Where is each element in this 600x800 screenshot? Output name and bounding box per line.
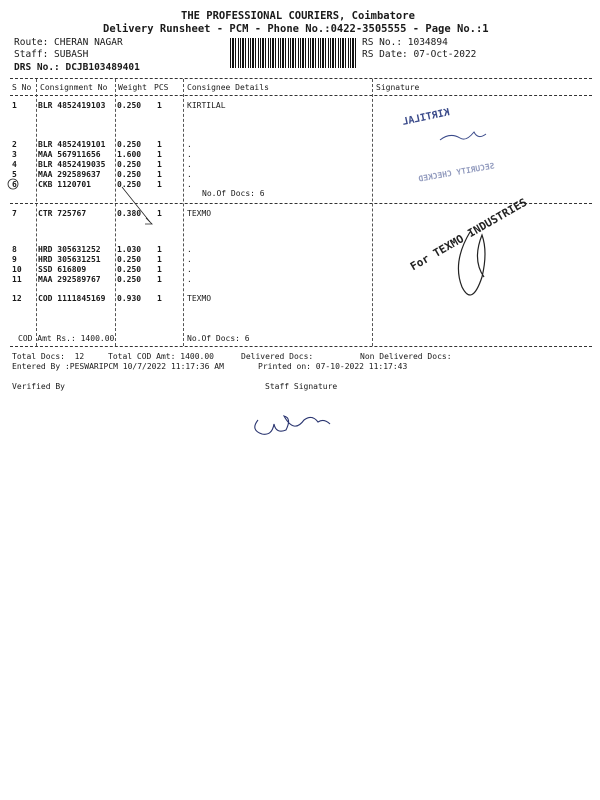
row-sno: 9 [12, 255, 17, 264]
row-consignment: HRD 305631251 [38, 255, 101, 264]
col-weight: Weight [118, 83, 147, 92]
row-weight: 0.250 [117, 180, 142, 189]
company-title: THE PROFESSIONAL COURIERS, Coimbatore [181, 10, 415, 22]
row-consignee: KIRTILAL [187, 101, 226, 110]
col-sno: S No [12, 83, 32, 92]
row-pcs: 1 [157, 170, 162, 179]
row-pcs: 1 [157, 255, 162, 264]
verified-by: Verified By [12, 382, 65, 391]
row-weight: 0.930 [117, 294, 142, 303]
row-sno: 8 [12, 245, 17, 254]
texmo-signature [458, 232, 485, 295]
staff-signature [255, 416, 330, 434]
row-pcs: 1 [157, 101, 162, 110]
row-consignee: . [187, 170, 192, 179]
col-pcs: PCS [154, 83, 169, 92]
row-consignment: BLR 4852419103 [38, 101, 106, 110]
row-sno: 2 [12, 140, 17, 149]
row-sno: 1 [12, 101, 17, 110]
row-weight: 0.250 [117, 160, 142, 169]
row-sno: 12 [12, 294, 22, 303]
row-weight: 0.250 [117, 275, 142, 284]
texmo-stamp: For TEXMO INDUSTRIES [408, 195, 530, 274]
group2-cod-amount: COD Amt Rs.: 1400.00 [18, 334, 115, 343]
row-consignment: HRD 305631252 [38, 245, 101, 254]
row-weight: 1.600 [117, 150, 142, 159]
route-label: Route: CHERAN NAGAR [14, 37, 123, 48]
staff-label: Staff: SUBASH [14, 49, 89, 60]
group1-doc-count: No.Of Docs: 6 [202, 189, 265, 198]
printed-on: Printed on: 07-10-2022 11:17:43 [258, 362, 408, 371]
row-pcs: 1 [157, 275, 162, 284]
row-consignment: SSD 616809 [38, 265, 87, 274]
row-sno: 7 [12, 209, 17, 218]
staff-signature-label: Staff Signature [265, 382, 338, 391]
row-consignment: BLR 4852419035 [38, 160, 106, 169]
entered-by: Entered By :PESWARIPCM 10/7/2022 11:17:36 AM [12, 362, 224, 371]
row-consignee: . [187, 265, 192, 274]
drs-number: DRS No.: DCJB103489401 [14, 62, 140, 73]
row-weight: 0.250 [117, 255, 142, 264]
row-consignee: . [187, 180, 192, 189]
row-sno: 3 [12, 150, 17, 159]
row-pcs: 1 [157, 245, 162, 254]
col-consignment: Consignment No [40, 83, 108, 92]
total-docs: Total Docs: 12 [12, 352, 85, 361]
row-pcs: 1 [157, 209, 162, 218]
row-consignment: MAA 292589637 [38, 170, 101, 179]
row-consignee: . [187, 150, 192, 159]
row-consignment: BLR 4852419101 [38, 140, 106, 149]
non-delivered-docs: Non Delivered Docs: [360, 352, 452, 361]
row-pcs: 1 [157, 265, 162, 274]
row-weight: 0.380 [117, 209, 142, 218]
row-weight: 0.250 [117, 140, 142, 149]
row-consignment: CTR 725767 [38, 209, 87, 218]
rs-date: RS Date: 07-Oct-2022 [362, 49, 477, 60]
row-pcs: 1 [157, 150, 162, 159]
total-cod: Total COD Amt: 1400.00 [108, 352, 214, 361]
circled-mark [8, 179, 18, 189]
arrow-mark [145, 218, 152, 224]
row-weight: 0.250 [117, 265, 142, 274]
row-pcs: 1 [157, 140, 162, 149]
row-consignee: . [187, 140, 192, 149]
delivered-docs: Delivered Docs: [241, 352, 314, 361]
row-consignment: COD 1111845169 [38, 294, 106, 303]
row-consignee: TEXMO [187, 294, 212, 303]
row-pcs: 1 [157, 294, 162, 303]
row-consignment: MAA 567911656 [38, 150, 101, 159]
runsheet-title: Delivery Runsheet - PCM - Phone No.:0422-3505555 - Page No.:1 [103, 23, 489, 35]
row-sno: 5 [12, 170, 17, 179]
rs-number: RS No.: 1034894 [362, 37, 448, 48]
initials-signature [440, 132, 486, 140]
pen-mark [122, 187, 150, 222]
row-consignment: CKB 1120701 [38, 180, 91, 189]
row-consignee: . [187, 275, 192, 284]
row-consignment: MAA 292589767 [38, 275, 101, 284]
col-consignee: Consignee Details [187, 83, 269, 92]
stamp-name: KIRTILAL [401, 107, 451, 128]
row-sno: 4 [12, 160, 17, 169]
row-pcs: 1 [157, 160, 162, 169]
row-sno: 10 [12, 265, 22, 274]
row-weight: 0.250 [117, 101, 142, 110]
row-pcs: 1 [157, 180, 162, 189]
group2-doc-count: No.Of Docs: 6 [187, 334, 250, 343]
row-sno: 11 [12, 275, 22, 284]
stamp-sub: SECURITY CHECKED [417, 161, 496, 184]
row-consignee: . [187, 160, 192, 169]
row-weight: 0.250 [117, 170, 142, 179]
row-sno: 6 [12, 180, 17, 189]
row-weight: 1.030 [117, 245, 142, 254]
row-consignee: . [187, 255, 192, 264]
row-consignee: TEXMO [187, 209, 212, 218]
row-consignee: . [187, 245, 192, 254]
col-signature: Signature [376, 83, 420, 92]
